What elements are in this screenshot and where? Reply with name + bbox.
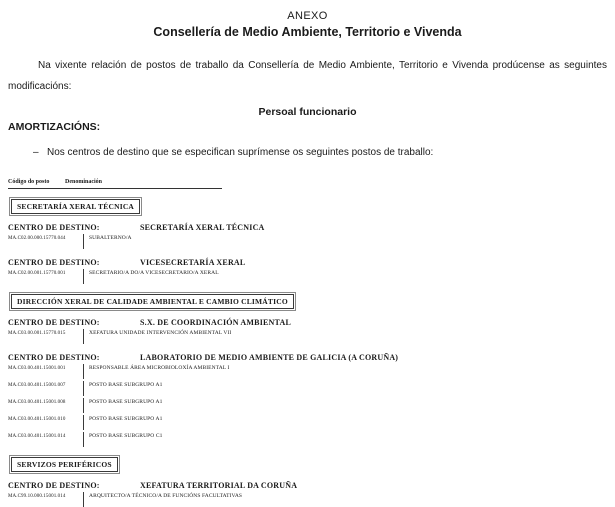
bullet-dash: – bbox=[33, 147, 39, 158]
post-row bbox=[8, 398, 607, 413]
table-header-row bbox=[8, 179, 222, 189]
post-row bbox=[8, 364, 607, 379]
center-label: CENTRO DE DESTINO: bbox=[8, 481, 100, 490]
post-row bbox=[8, 269, 607, 284]
center-name: SECRETARÍA XERAL TÉCNICA bbox=[140, 223, 265, 232]
center-name: XEFATURA TERRITORIAL DA CORUÑA bbox=[140, 481, 298, 490]
org-section bbox=[8, 189, 607, 284]
post-code: MA.C03.00.001.15770.015 bbox=[8, 331, 66, 336]
post-denomination: RESPONSABLE ÁREA MICROBIOLOXÍA AMBIENTAL I bbox=[83, 364, 229, 379]
post-row bbox=[8, 432, 607, 447]
center-label: CENTRO DE DESTINO: bbox=[8, 258, 100, 267]
destination-center bbox=[8, 223, 607, 249]
centers-container bbox=[8, 481, 607, 507]
destination-center bbox=[8, 318, 607, 344]
section-box-title: SERVIZOS PERIFÉRICOS bbox=[11, 457, 118, 472]
post-denomination: POSTO BASE SUBGRUPO A1 bbox=[83, 415, 162, 430]
annex-title: ANEXO bbox=[287, 10, 328, 22]
post-row bbox=[8, 381, 607, 396]
post-row bbox=[8, 234, 607, 249]
intro-paragraph: Na vixente relación de postos de traballo da Consellería de Medio Ambiente, Territorio e Vivenda prodúcense as seguintes modificacións: bbox=[8, 60, 607, 92]
center-header-row bbox=[8, 318, 607, 327]
post-row bbox=[8, 492, 607, 507]
bullet-item bbox=[33, 147, 607, 158]
post-denomination: POSTO BASE SUBGRUPO C1 bbox=[83, 432, 162, 447]
post-code: MA.C02.00.001.15770.001 bbox=[8, 271, 66, 276]
center-header-row bbox=[8, 481, 607, 490]
center-header-row bbox=[8, 223, 607, 232]
post-code: MA.C03.00.401.15001.008 bbox=[8, 400, 66, 405]
posts-container bbox=[8, 329, 607, 344]
posts-container bbox=[8, 269, 607, 284]
posts-container bbox=[8, 364, 607, 447]
section-box-title: SECRETARÍA XERAL TÉCNICA bbox=[11, 199, 140, 214]
destination-center bbox=[8, 481, 607, 507]
amortizations-heading: AMORTIZACIÓNS: bbox=[8, 121, 101, 133]
bullet-text: Nos centros de destino que se especifican suprímense os seguintes postos de traballo: bbox=[47, 147, 434, 158]
center-name: VICESECRETARÍA XERAL bbox=[140, 258, 246, 267]
centers-container bbox=[8, 223, 607, 284]
center-label: CENTRO DE DESTINO: bbox=[8, 223, 100, 232]
post-row bbox=[8, 329, 607, 344]
post-denomination: POSTO BASE SUBGRUPO A1 bbox=[83, 398, 162, 413]
org-section bbox=[8, 284, 607, 447]
center-name: LABORATORIO DE MEDIO AMBIENTE DE GALICIA (A CORUÑA) bbox=[140, 353, 399, 362]
post-code: MA.C02.00.000.15770.044 bbox=[8, 236, 66, 241]
post-code: MA.C03.00.401.15001.001 bbox=[8, 366, 66, 371]
post-code: MA.C03.00.401.15001.010 bbox=[8, 417, 66, 422]
sections-container bbox=[8, 189, 607, 507]
post-denomination: SECRETARIO/A DO/A VICESECRETARIO/A XERAL bbox=[83, 269, 219, 284]
center-label: CENTRO DE DESTINO: bbox=[8, 353, 100, 362]
center-label: CENTRO DE DESTINO: bbox=[8, 318, 100, 327]
posts-container bbox=[8, 492, 607, 507]
destination-center bbox=[8, 258, 607, 284]
posts-container bbox=[8, 234, 607, 249]
post-denomination: XEFATURA UNIDADE INTERVENCIÓN AMBIENTAL VII bbox=[83, 329, 231, 344]
center-name: S.X. DE COORDINACIÓN AMBIENTAL bbox=[140, 318, 291, 327]
section-box-title: DIRECCIÓN XERAL DE CALIDADE AMBIENTAL E CAMBIO CLIMÁTICO bbox=[11, 294, 294, 309]
post-denomination: SUBALTERNO/A bbox=[83, 234, 132, 249]
post-denomination: ARQUITECTO/A TÉCNICO/A DE FUNCIÓNS FACULTATIVAS bbox=[83, 492, 242, 507]
post-denomination: POSTO BASE SUBGRUPO A1 bbox=[83, 381, 162, 396]
post-code: MA.C03.00.401.15001.014 bbox=[8, 434, 66, 439]
center-header-row bbox=[8, 258, 607, 267]
post-code: MA.C03.00.401.15001.007 bbox=[8, 383, 66, 388]
staff-type-heading: Persoal funcionario bbox=[258, 106, 357, 118]
table-header-denomination: Denominación bbox=[65, 179, 103, 185]
org-section bbox=[8, 447, 607, 507]
table-header-code: Código do posto bbox=[8, 179, 50, 185]
centers-container bbox=[8, 318, 607, 447]
center-header-row bbox=[8, 353, 607, 362]
post-code: MA.C99.10.000.15001.014 bbox=[8, 494, 66, 499]
destination-center bbox=[8, 353, 607, 447]
post-row bbox=[8, 415, 607, 430]
department-title: Consellería de Medio Ambiente, Territorio e Vivenda bbox=[153, 25, 462, 39]
